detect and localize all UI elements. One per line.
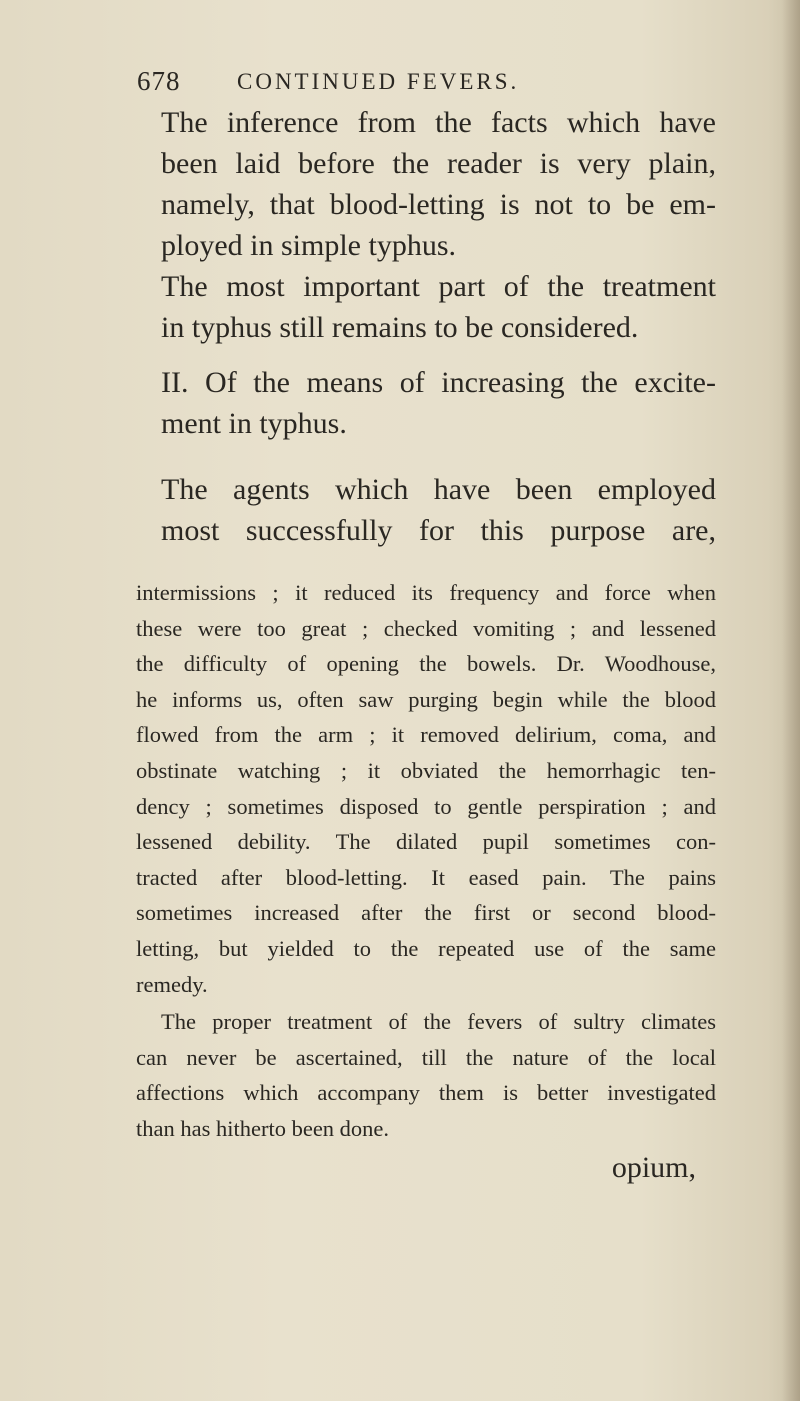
running-head: CONTINUED FEVERS. bbox=[237, 69, 520, 94]
catchword: opium, bbox=[611, 1150, 696, 1184]
paragraph-inference bbox=[136, 102, 716, 266]
note-line: obstinate watching ; it obviated the hemorrhagic ten- bbox=[136, 757, 716, 783]
section-heading bbox=[136, 362, 716, 444]
text-line: ment in typhus. bbox=[161, 407, 347, 440]
note-line: The proper treatment of the fevers of sultry climates bbox=[161, 1009, 716, 1035]
text-line: The inference from the facts which have bbox=[161, 106, 716, 139]
page-edge-shadow bbox=[782, 0, 800, 1401]
text-line: II. Of the means of increasing the excite- bbox=[161, 366, 716, 399]
note-line: flowed from the arm ; it removed delirium, coma, and bbox=[136, 722, 716, 748]
note-line: the difficulty of opening the bowels. Dr. Woodhouse, bbox=[136, 651, 716, 677]
note-line: than has hitherto been done. bbox=[136, 1115, 390, 1141]
note-line: can never be ascertained, till the nature of the local bbox=[136, 1044, 716, 1070]
footnote bbox=[136, 575, 716, 1002]
text-line: The agents which have been employed bbox=[161, 473, 716, 506]
text-line: The most important part of the treatment bbox=[161, 270, 716, 303]
paragraph-agents bbox=[136, 469, 716, 551]
note-line: dency ; sometimes disposed to gentle perspiration ; and bbox=[136, 793, 716, 819]
text-line: ployed in simple typhus. bbox=[161, 229, 456, 262]
page-body bbox=[136, 102, 716, 1188]
note-line: affections which accompany them is better investigated bbox=[136, 1080, 716, 1106]
note-line: remedy. bbox=[136, 971, 208, 997]
text-line: in typhus still remains to be considered. bbox=[161, 311, 639, 344]
note-line: intermissions ; it reduced its frequency and force when bbox=[136, 580, 716, 605]
note-line: lessened debility. The dilated pupil sometimes con- bbox=[136, 829, 716, 855]
note-line: letting, but yielded to the repeated use of the same bbox=[136, 935, 716, 961]
page-number: 678 bbox=[137, 66, 181, 96]
page-header bbox=[137, 66, 697, 106]
note-line: sometimes increased after the first or second blood- bbox=[136, 900, 716, 926]
note-line: these were too great ; checked vomiting ; and lessened bbox=[136, 615, 716, 641]
text-line: namely, that blood-letting is not to be em- bbox=[161, 188, 716, 221]
footnote-climates bbox=[136, 1004, 716, 1146]
text-line: most successfully for this purpose are, bbox=[161, 514, 716, 547]
note-line: tracted after blood-letting. It eased pain. The pains bbox=[136, 864, 716, 890]
paragraph-treatment bbox=[136, 266, 716, 348]
text-line: been laid before the reader is very plain, bbox=[161, 147, 716, 180]
note-line: he informs us, often saw purging begin while the blood bbox=[136, 686, 716, 712]
